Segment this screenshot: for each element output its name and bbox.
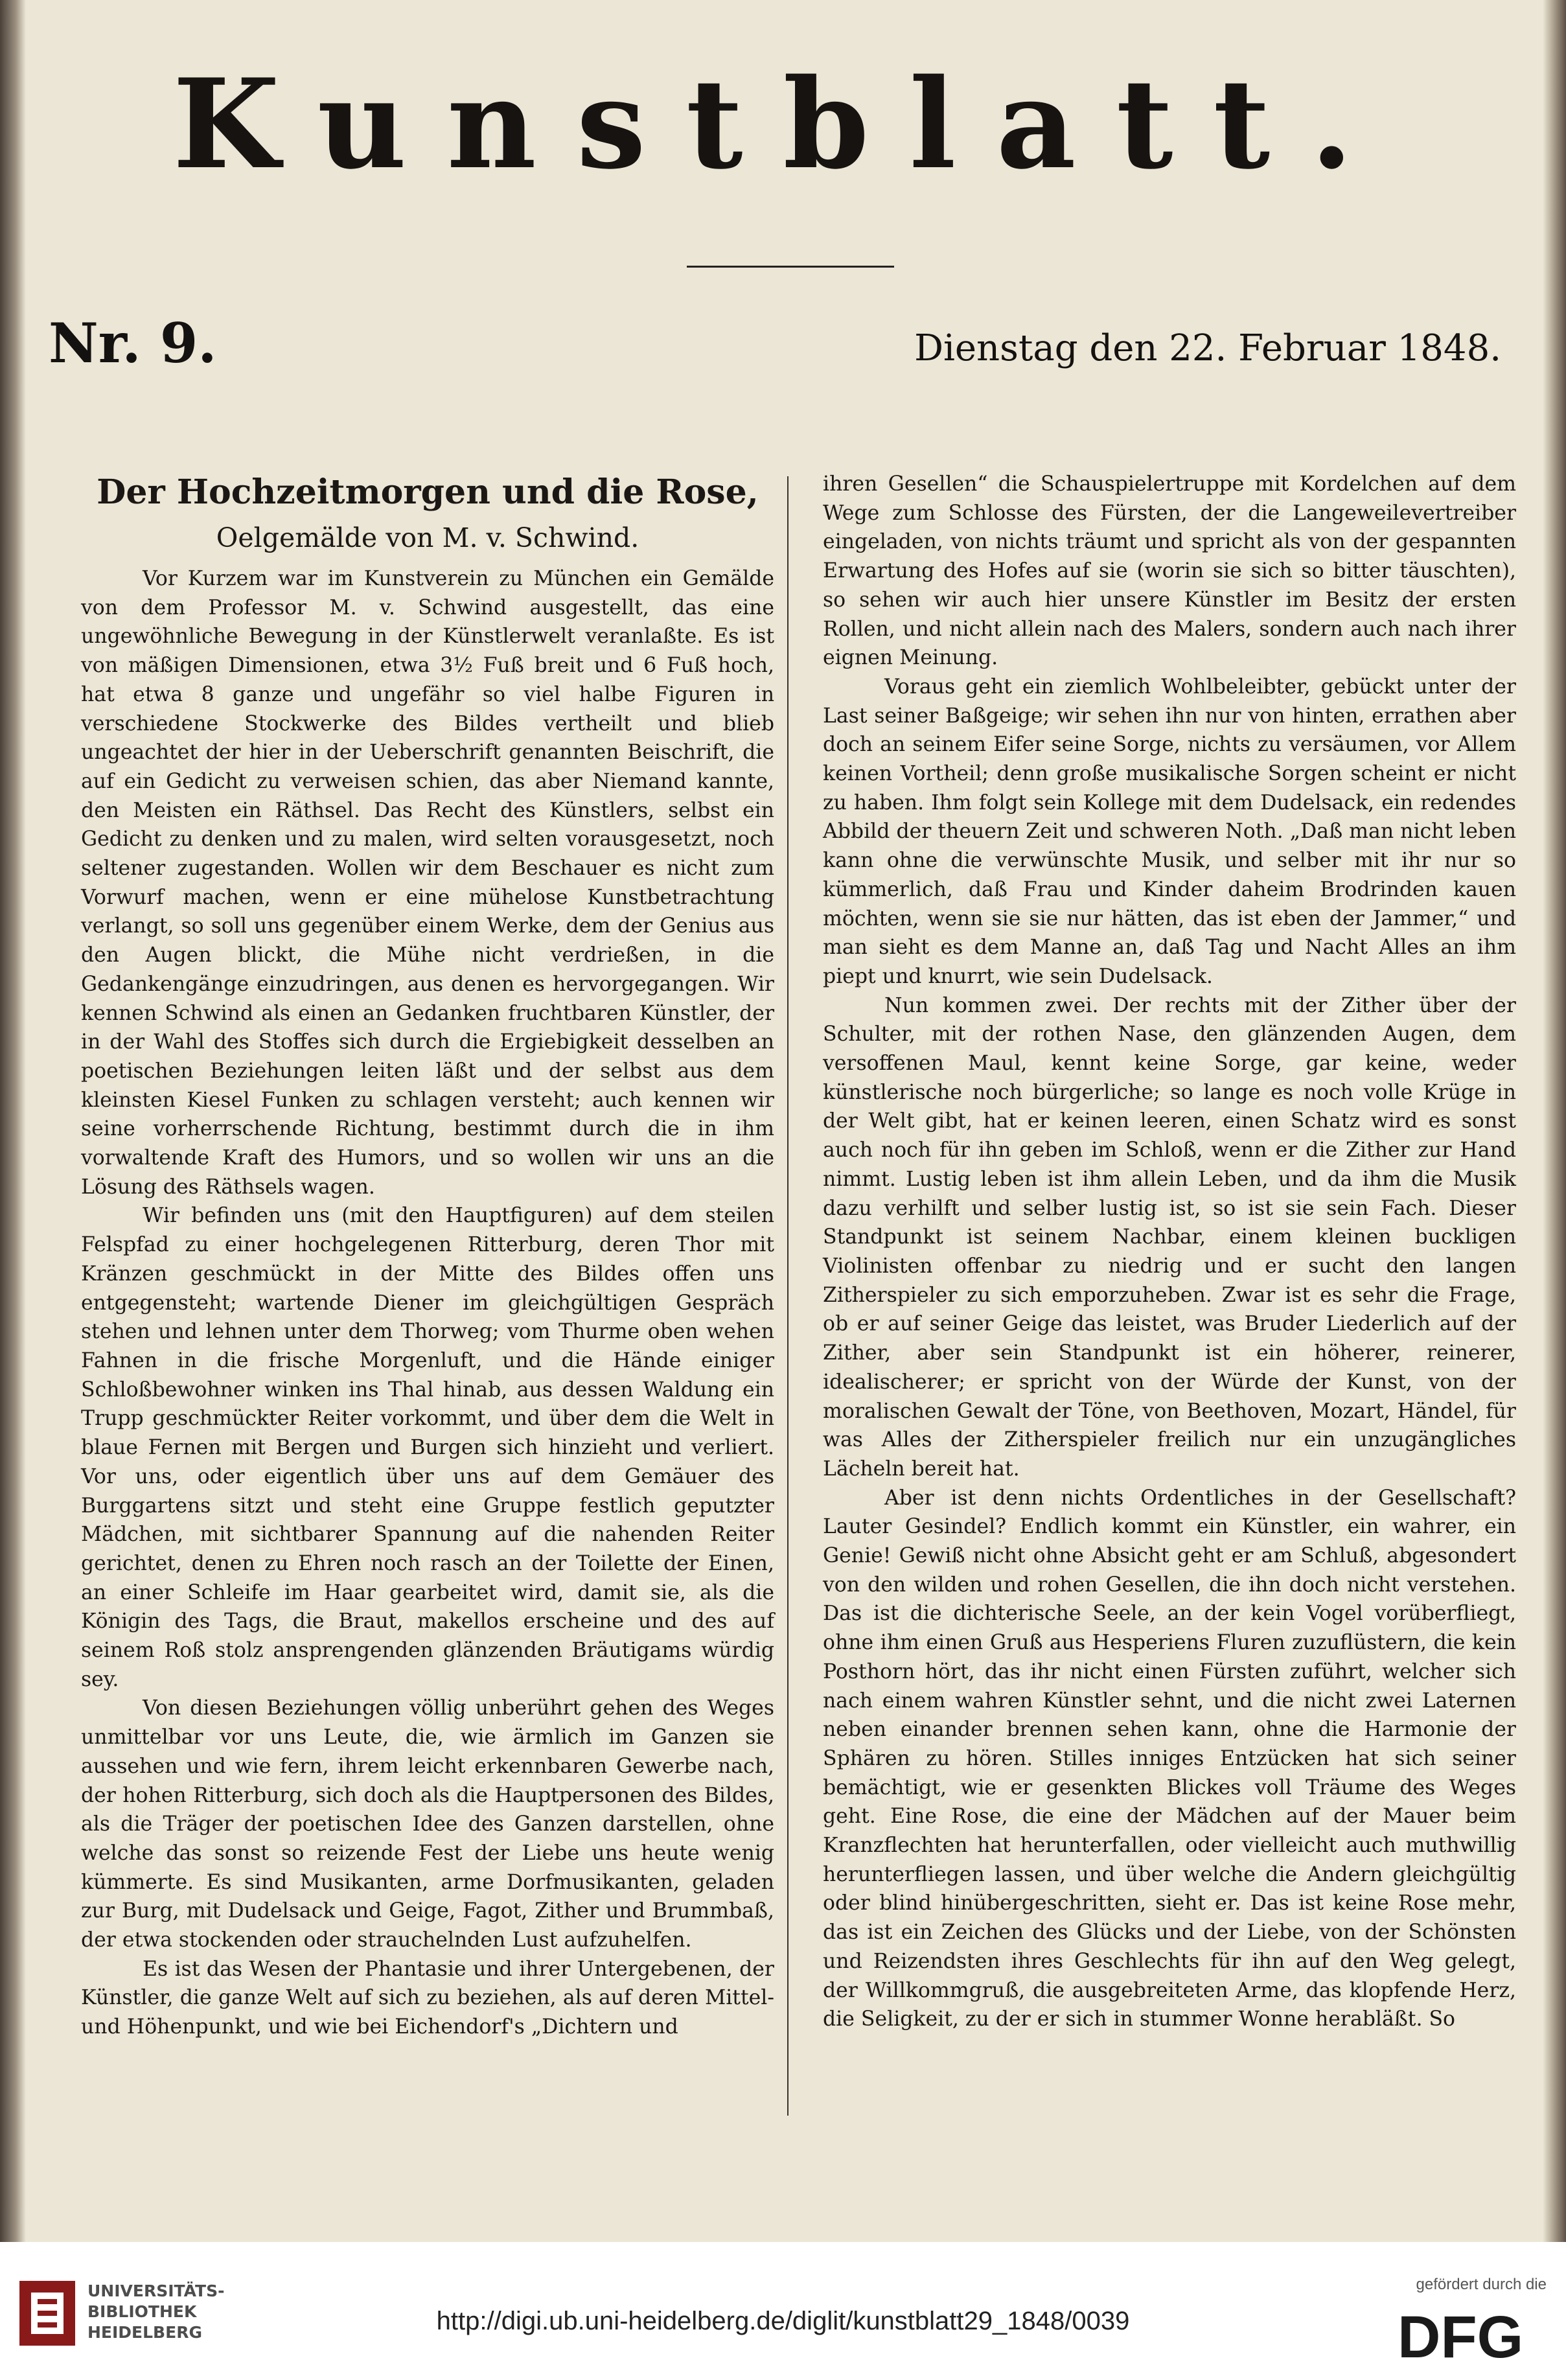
dfg-logo-text: DFG [1398,2307,1524,2365]
funding-caption: gefördert durch die [1416,2276,1547,2293]
page-edge-right [1543,0,1566,2242]
paragraph: Aber ist denn nichts Ordentliches in der Gesellschaft? Lauter Gesindel? Endlich kommt ein Künstler, ein wahrer, ein Genie! Gewiß nicht ohne Absicht geht er am Schluß, abgesondert von den wilden und rohen Gesellen, die ihn doch nicht verstehen. Das ist die dichterische Seele, an der kein Vogel vorüberfliegt, ohne ihm einen Gruß aus Hesperiens Fluren zuzuflüstern, die kein Posthorn hört, das ihr nicht einen Fürsten zuführt, welcher sich nach einem wahren Künstler sehnt, und die nicht zwei Laternen neben einander brennen sehen kann, ohne die Harmonie der Sphären zu hören. Stilles inniges Entzücken hat sich seiner bemächtigt, wie er gesenkten Blickes voll Träume des Weges geht. Eine Rose, die eine der Mädchen auf der Mauer beim Kranzflechten hat herunterfallen, oder vielleicht auch muthwillig herunterfliegen lassen, und über welche die Andern gleichgültig oder blind hinübergeschritten, sieht er. Das ist keine Rose mehr, das ist ein Zeichen des Glücks und der Liebe, von der Schönsten und Reizendsten ihres Geschlechts für ihn auf den Weg gelegt, der Willkommgruß, die ausgebreiteten Arme, das klopfende Herz, die Seligkeit, zu der er sich in stummer Wonne herabläßt. So [823,1486,1516,2031]
paragraph: Von diesen Beziehungen völlig unberührt gehen des Weges unmittelbar vor uns Leute, die, wie ärmlich im Ganzen sie aussehen und wie fern, ihrem leicht erkennbaren Gewerbe nach, der hohen Ritterburg, sich doch als die Hauptpersonen des Bildes, als die Träger der poetischen Idee des Ganzen darstellen, ohne welche das sonst so reizende Fest der Liebe uns heute wenig kümmerte. Es sind Musikanten, arme Dorfmusikanten, geladen zur Burg, mit Dudelsack und Geige, Fagot, Zither und Brummbaß, der etwa stockenden oder strauchelnden Lust aufzuhelfen. [81,1696,774,1952]
column-divider [787,476,789,2116]
library-line: UNIVERSITÄTS- [87,2282,225,2300]
paragraph: Vor Kurzem war im Kunstverein zu München ein Gemälde von dem Professor M. v. Schwind ausgestellt, das eine ungewöhnliche Bewegung in der Künstlerwelt veranlaßte. Es ist von mäßigen Dimensionen, etwa 3½ Fuß breit und 6 Fuß hoch, hat etwa 8 ganze und ungefähr so viel halbe Figuren in verschiedene Stockwerke des Bildes vertheilt und blieb ungeachtet der hier in der Ueberschrift genannten Beischrift, die auf ein Gedicht zu verweisen schien, das aber Niemand kannte, den Meisten ein Räthsel. Das Recht des Künstlers, selbst ein Gedicht zu denken und zu malen, wird selten vorausgesetzt, noch seltener zugestanden. Wollen wir dem Beschauer es nicht zum Vorwurf machen, wenn er eine mühelose Kunstbetrachtung verlangt, so soll uns gegenüber einem Werke, dem der Genius aus den Augen blickt, die Mühe nicht verdrießen, in die Gedankengänge einzudringen, aus denen es hervorgegangen. Wir kennen Schwind als einen an Gedanken fruchtbaren Künstler, der in der Wahl des Stoffes sich durch die Ergiebigkeit desselben an poetischen Beziehungen leiten läßt und der selbst aus dem kleinsten Kiesel Funken zu schlagen versteht; auch kennen wir seine vorherrschende Richtung, bestimmt durch die in ihm vorwaltende Kraft des Humors, und so wollen wir uns an die Lösung des Räthsels wagen. [81,567,774,1199]
paragraph: Nun kommen zwei. Der rechts mit der Zither über der Schulter, mit der rothen Nase, den glänzenden Augen, dem versoffenen Maul, kennt keine Sorge, gar keine, weder künstlerische noch bürgerliche; so lange es noch volle Krüge in der Welt gibt, hat er keinen leeren, einen Schatz wird es sonst auch noch für ihn geben im Schloß, wenn er die Zither zur Hand nimmt. Lustig leben ist ihm allein Leben, und da ihm die Musik dazu verhilft und selber lustig ist, so ist sie sein Fach. Dieser Standpunkt ist seinem Nachbar, einem kleinen buckligen Violinisten offenbar zu niedrig und er sucht den langen Zitherspieler zu sich emporzuheben. Zwar ist es sehr die Frage, ob er auf seiner Geige das leistet, was Bruder Liederlich auf der Zither, aber sein Standpunkt ist ein höherer, reinerer, idealischerer; er spricht von der Würde der Kunst, von der moralischen Gewalt der Töne, von Beethoven, Mozart, Händel, für was Alles der Zitherspieler freilich nur ein unzugängliches Lächeln bereit hat. [823,993,1516,1481]
paragraph: Wir befinden uns (mit den Hauptfiguren) auf dem steilen Felspfad zu einer hochgelegenen Ritterburg, deren Thor mit Kränzen geschmückt in der Mitte des Bildes offen uns entgegensteht; wartende Diener im gleichgültigen Gespräch stehen und lehnen unter dem Thorweg; vom Thurme oben wehen Fahnen in die frische Morgenluft, und die Hände einiger Schloßbewohner winken ins Thal hinab, aus dessen Waldung ein Trupp geschmückter Reiter vorkommt, und über dem die Welt in blaue Fernen mit Bergen und Burgen sich hinzieht und verliert. Vor uns, oder eigentlich über uns auf dem Gemäuer des Burggartens sitzt und steht eine Gruppe festlich geputzter Mädchen, mit sichtbarer Spannung auf die nahenden Reiter gerichtet, denen zu Ehren noch rasch an der Toilette der Einen, an einer Schleife im Haar gearbeitet wird, damit sie, als die Königin des Tags, die Braut, makellos erscheine und des auf seinem Roß stolz ansprengenden glänzenden Bräutigams würdig sey. [81,1204,774,1691]
masthead-rule [687,266,894,268]
issue-number: Nr. 9. [49,311,217,375]
masthead-title: Kunstblatt. [172,52,1394,196]
library-line: HEIDELBERG [87,2323,202,2342]
issue-date: Dienstag den 22. Februar 1848. [914,327,1501,369]
library-line: BIBLIOTHEK [87,2302,197,2321]
paragraph: Es ist das Wesen der Phantasie und ihrer Untergebenen, der Künstler, die ganze Welt auf sich zu beziehen, als auf deren Mittel- und Höhenpunkt, und wie bei Eichendorf's „Dichtern und [81,1957,774,2039]
paragraph: ihren Gesellen“ die Schauspielertruppe mit Kordelchen auf dem Wege zum Schlosse des Fürsten, der die Langeweilevertreiber eingeladen, von nichts träumt und spricht als von der gespannten Erwartung des Hofes auf sie (worin sie sich so bitter täuschten), so sehen wir auch hier unsere Künstler im Besitz der ersten Rollen, und nicht allein nach des Malers, sondern auch nach ihrer eignen Meinung. [823,472,1516,670]
paragraph: Voraus geht ein ziemlich Wohlbeleibter, gebückt unter der Last seiner Baßgeige; wir sehen ihn nur von hinten, errathen aber doch an seinem Eifer seine Sorge, nichts zu versäumen, vor Allem keinen Vortheil; denn große musikalische Sorgen scheint er nicht zu haben. Ihm folgt sein Kollege mit dem Dudelsack, ein redendes Abbild der theuern Zeit und schweren Noth. „Daß man nicht leben kann ohne die verwünschte Musik, und selber mit ihr nur so kümmerlich, daß Frau und Kinder daheim Brodrinden kauen möchten, wenn sie sie nur hätten, das ist eben der Jammer,“ und man sieht es dem Manne an, daß Tag und Nacht Alles an ihm piept und knurrt, wie sein Dudelsack. [823,675,1516,988]
page-edge-left [0,0,26,2242]
article-title: Der Hochzeitmorgen und die Rose, [97,472,759,512]
dfg-logo-icon[interactable] [1398,2307,1547,2365]
source-url[interactable]: http://digi.ub.uni-heidelberg.de/diglit/kunstblatt29_1848/0039 [436,2307,1130,2335]
right-column [823,470,1516,2034]
article-subtitle: Oelgemälde von M. v. Schwind. [216,522,639,553]
left-column [81,470,774,2042]
